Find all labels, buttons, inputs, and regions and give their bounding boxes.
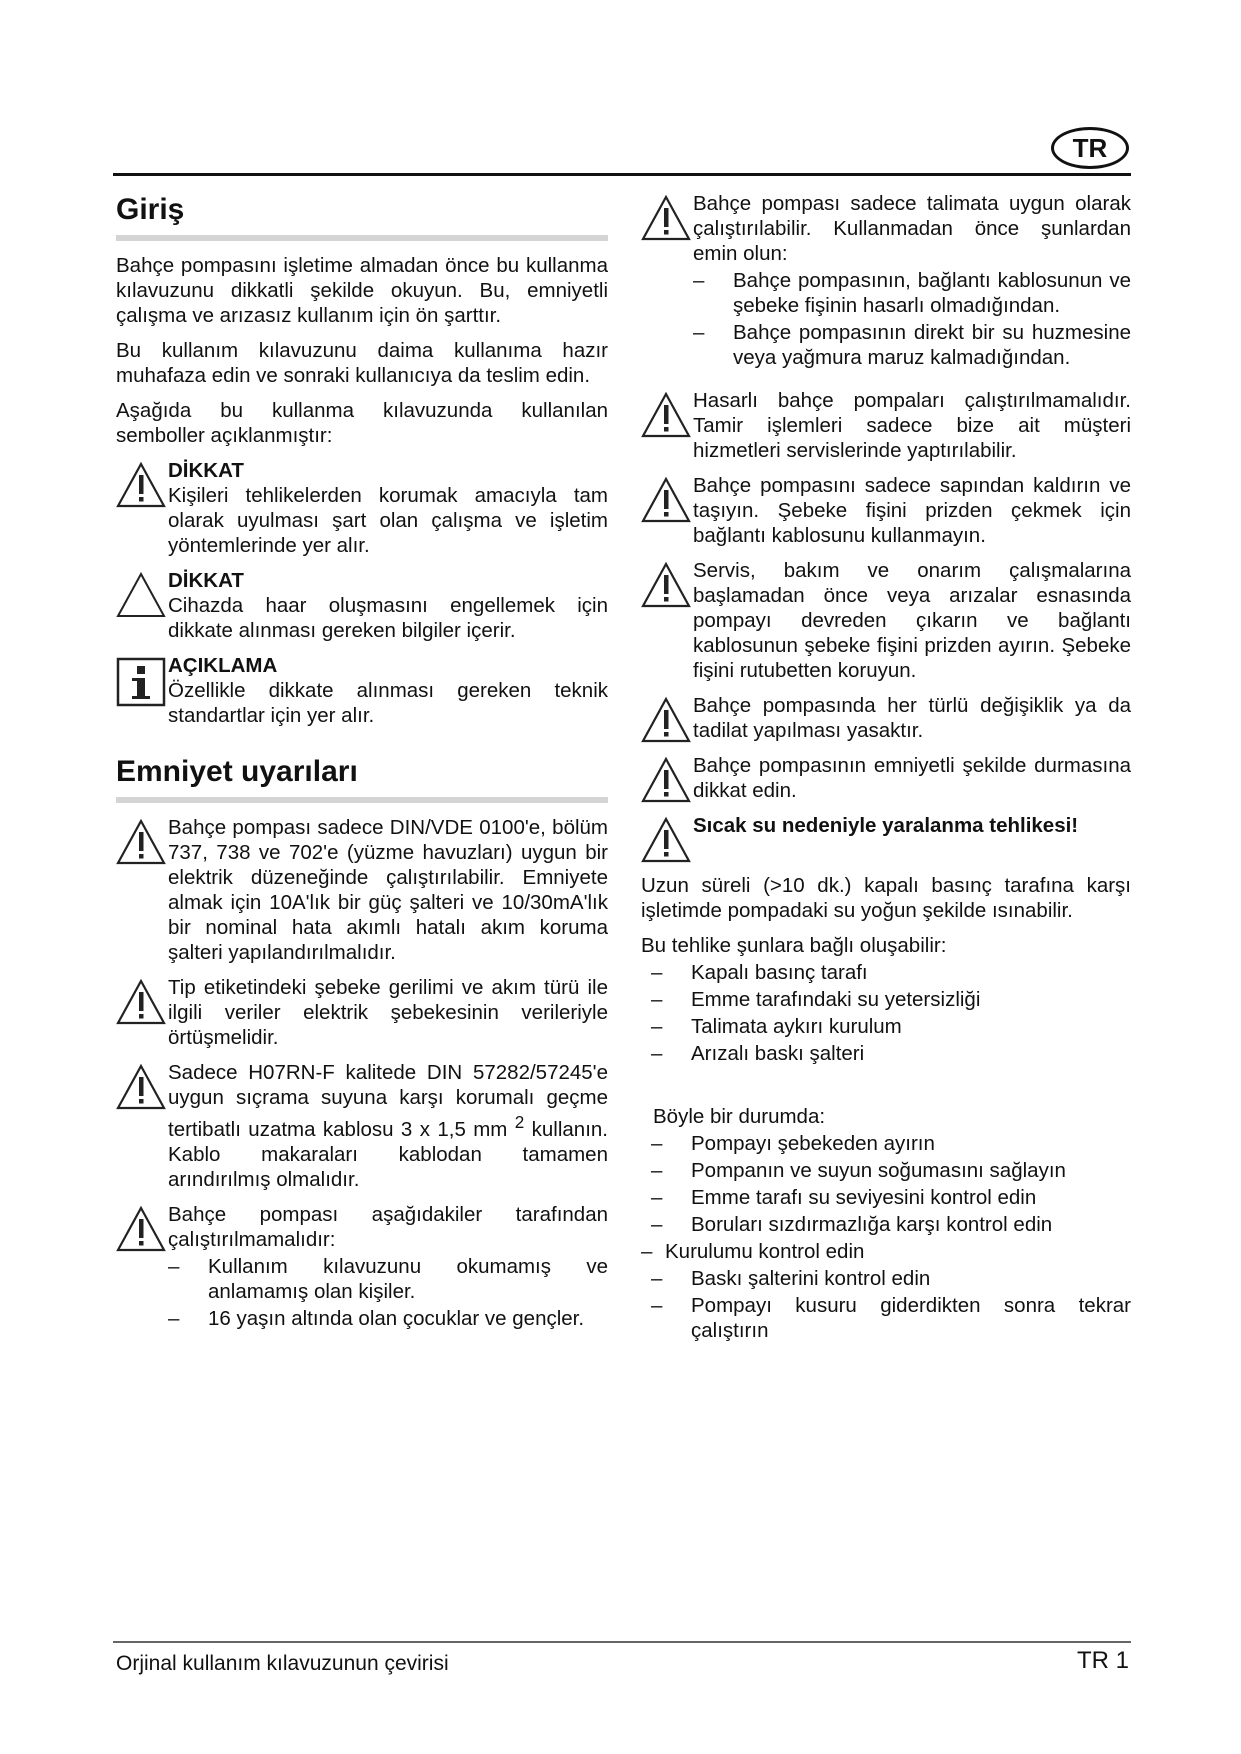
symbol-text: Özellikle dikkate alınması gereken teknik standartlar için yer alır.: [168, 679, 608, 727]
list-item: – 16 yaşın altında olan çocuklar ve gençler.: [168, 1306, 585, 1330]
warning-text: Bahçe pompasında her türlü değişiklik ya da tadilat yapılması yasaktır.: [693, 694, 1131, 742]
symbol-title: DİKKAT: [168, 569, 244, 592]
symbol-info: [116, 653, 608, 728]
warning-item: [641, 191, 1131, 378]
warning-item: [116, 975, 608, 1050]
list-item: – Bahçe pompasının direkt bir su huzmesine veya yağmura maruz kalmadığından.: [693, 321, 1131, 369]
hot-water-warning: [641, 813, 1131, 863]
list-item: – Bahçe pompasının, bağlantı kablosunun ve şebeke fişinin hasarlı olmadığından.: [693, 269, 1131, 317]
warning-item-operators: [116, 1202, 608, 1339]
cable-text-b: kullanın. Kablo makaraları kablodan tamamen arındırılmış olmalıdır.: [168, 1117, 608, 1191]
warning-item: [641, 753, 1131, 803]
warning-triangle-icon: [116, 458, 168, 508]
warning-triangle-icon: [641, 558, 693, 608]
warning-triangle-icon: [116, 975, 168, 1025]
check-list: [693, 268, 1131, 370]
section-title-giris: Giriş: [116, 190, 608, 241]
warning-item: [641, 473, 1131, 548]
symbol-text: Kişileri tehlikelerden korumak amacıyla tam olarak uyulması şart olan çalışma ve işletim yöntemlerinde yer alır.: [168, 484, 608, 557]
hot-water-title: Sıcak su nedeniyle yaralanma tehlikesi!: [693, 814, 1079, 837]
section-title-emniyet: Emniyet uyarıları: [116, 752, 608, 803]
list-item: – Emme tarafındaki su yetersizliği: [651, 988, 981, 1011]
list-item: – Baskı şalterini kontrol edin: [651, 1267, 931, 1290]
warning-text: Bahçe pompası sadece DIN/VDE 0100'e, bölüm 737, 738 ve 702'e (yüzme havuzları) uygun bir elektrik düzeneğinde çalıştırılabilir. Emniyete almak için 10A'lık bir güç şalteri ve 10/30mA'lık bir nominal hata akımlı hatalı akım koruma şalteri yapılandırılmalıdır.: [168, 816, 608, 964]
warning-item: [641, 693, 1131, 743]
page-number: TR 1: [1076, 1647, 1129, 1674]
warning-text: Bahçe pompası sadece talimata uygun olarak çalıştırılabilir. Kullanmadan önce şunlardan emin olun:: [693, 192, 1131, 265]
case-list-outdented: [641, 1239, 1131, 1264]
list-item: – Arızalı baskı şalteri: [651, 1042, 865, 1065]
list-item: – Pompayı şebekeden ayırın: [651, 1132, 935, 1155]
warning-triangle-icon: [641, 753, 693, 803]
intro-paragraph-3: Aşağıda bu kullanma kılavuzunda kullanılan semboller açıklanmıştır:: [116, 399, 608, 447]
list-item: – Boruları sızdırmazlığa karşı kontrol edin: [651, 1213, 1053, 1236]
list-item: – Emme tarafı su seviyesini kontrol edin: [651, 1186, 1037, 1209]
warning-item: [116, 815, 608, 965]
warning-triangle-icon: [116, 815, 168, 865]
operate-list: [168, 1254, 608, 1331]
warning-text: Tip etiketindeki şebeke gerilimi ve akım türü ile ilgili veriler elektrik şebekesinin verileriyle örtüşmelidir.: [168, 976, 608, 1049]
warning-triangle-icon: [641, 473, 693, 523]
warning-triangle-icon: [641, 813, 693, 863]
info-icon: [116, 653, 168, 707]
right-column: [641, 191, 1131, 1351]
warning-text: Servis, bakım ve onarım çalışmalarına başlamadan önce veya arızalar esnasında pompayı devreden çıkarın ve bağlantı kablosunun şebeke fişini prizden ayırın. Şebeke fişini rutubetten koruyun.: [693, 559, 1131, 682]
warning-item-cable: [116, 1060, 608, 1192]
language-badge: [1051, 127, 1129, 169]
caution-triangle-icon: [116, 568, 168, 618]
list-item: – Pompanın ve suyun soğumasını sağlayın: [651, 1159, 1066, 1182]
case-list-continued: [651, 1266, 1131, 1343]
language-badge-label: TR: [1072, 132, 1108, 163]
left-column: [116, 190, 608, 1349]
list-item: – Kullanım kılavuzunu okumamış ve anlamamış olan kişiler.: [168, 1254, 608, 1303]
cause-list: [651, 960, 1131, 1066]
symbol-danger: [116, 458, 608, 558]
warning-triangle-icon: [116, 1202, 168, 1252]
warning-triangle-icon: [641, 191, 693, 241]
intro-paragraph-2: Bu kullanım kılavuzunu daima kullanıma hazır muhafaza edin ve sonraki kullanıcıya da teslim edin.: [116, 339, 608, 387]
header-rule: [113, 173, 1131, 176]
warning-triangle-icon: [641, 388, 693, 438]
list-item: – Talimata aykırı kurulum: [651, 1015, 902, 1038]
symbol-title: AÇIKLAMA: [168, 654, 278, 677]
list-item: – Kurulumu kontrol edin: [641, 1240, 865, 1263]
symbol-caution: [116, 568, 608, 643]
symbol-title: DİKKAT: [168, 459, 244, 482]
cause-intro: Bu tehlike şunlara bağlı oluşabilir:: [641, 934, 947, 957]
warning-triangle-icon: [116, 1060, 168, 1110]
case-intro: Böyle bir durumda:: [653, 1105, 826, 1128]
warning-item: [641, 558, 1131, 683]
cable-superscript: 2: [514, 1113, 525, 1132]
footer-rule: [113, 1641, 1131, 1643]
warning-text: Bahçe pompasını sadece sapından kaldırın ve taşıyın. Şebeke fişini prizden çekmek için bağlantı kablosunu kullanmayın.: [693, 474, 1131, 547]
operate-intro: Bahçe pompası aşağıdakiler tarafından çalıştırılmamalıdır:: [168, 1202, 608, 1251]
symbol-text: Cihazda haar oluşmasını engellemek için dikkate alınması gereken bilgiler içerir.: [168, 594, 608, 642]
warning-item: [641, 388, 1131, 463]
warning-text: Hasarlı bahçe pompaları çalıştırılmamalıdır. Tamir işlemleri sadece bize ait müşteri hizmetleri servislerinde yaptırılabilir.: [693, 389, 1131, 462]
footer-title: Orjinal kullanım kılavuzunun çevirisi: [116, 1652, 449, 1675]
warning-text: Bahçe pompasının emniyetli şekilde durmasına dikkat edin.: [693, 754, 1131, 802]
intro-paragraph-1: Bahçe pompasını işletime almadan önce bu kullanma kılavuzunu dikkatli şekilde okuyun. Bu, emniyetli çalışma ve arızasız kullanım için ön şarttır.: [116, 254, 608, 327]
hot-water-paragraph: Uzun süreli (>10 dk.) kapalı basınç tarafına karşı işletimde pompadaki su yoğun şekilde ısınabilir.: [641, 874, 1131, 922]
warning-triangle-icon: [641, 693, 693, 743]
list-item: – Pompayı kusuru giderdikten sonra tekrar çalıştırın: [651, 1294, 1131, 1342]
cable-text-a: Sadece H07RN-F kalitede DIN 57282/57245'e uygun sıçrama suyuna karşı korumalı geçme tertibatlı uzatma kablosu 3 x 1,5 mm: [168, 1061, 608, 1141]
list-item: – Kapalı basınç tarafı: [651, 961, 868, 984]
case-list: [651, 1131, 1131, 1237]
